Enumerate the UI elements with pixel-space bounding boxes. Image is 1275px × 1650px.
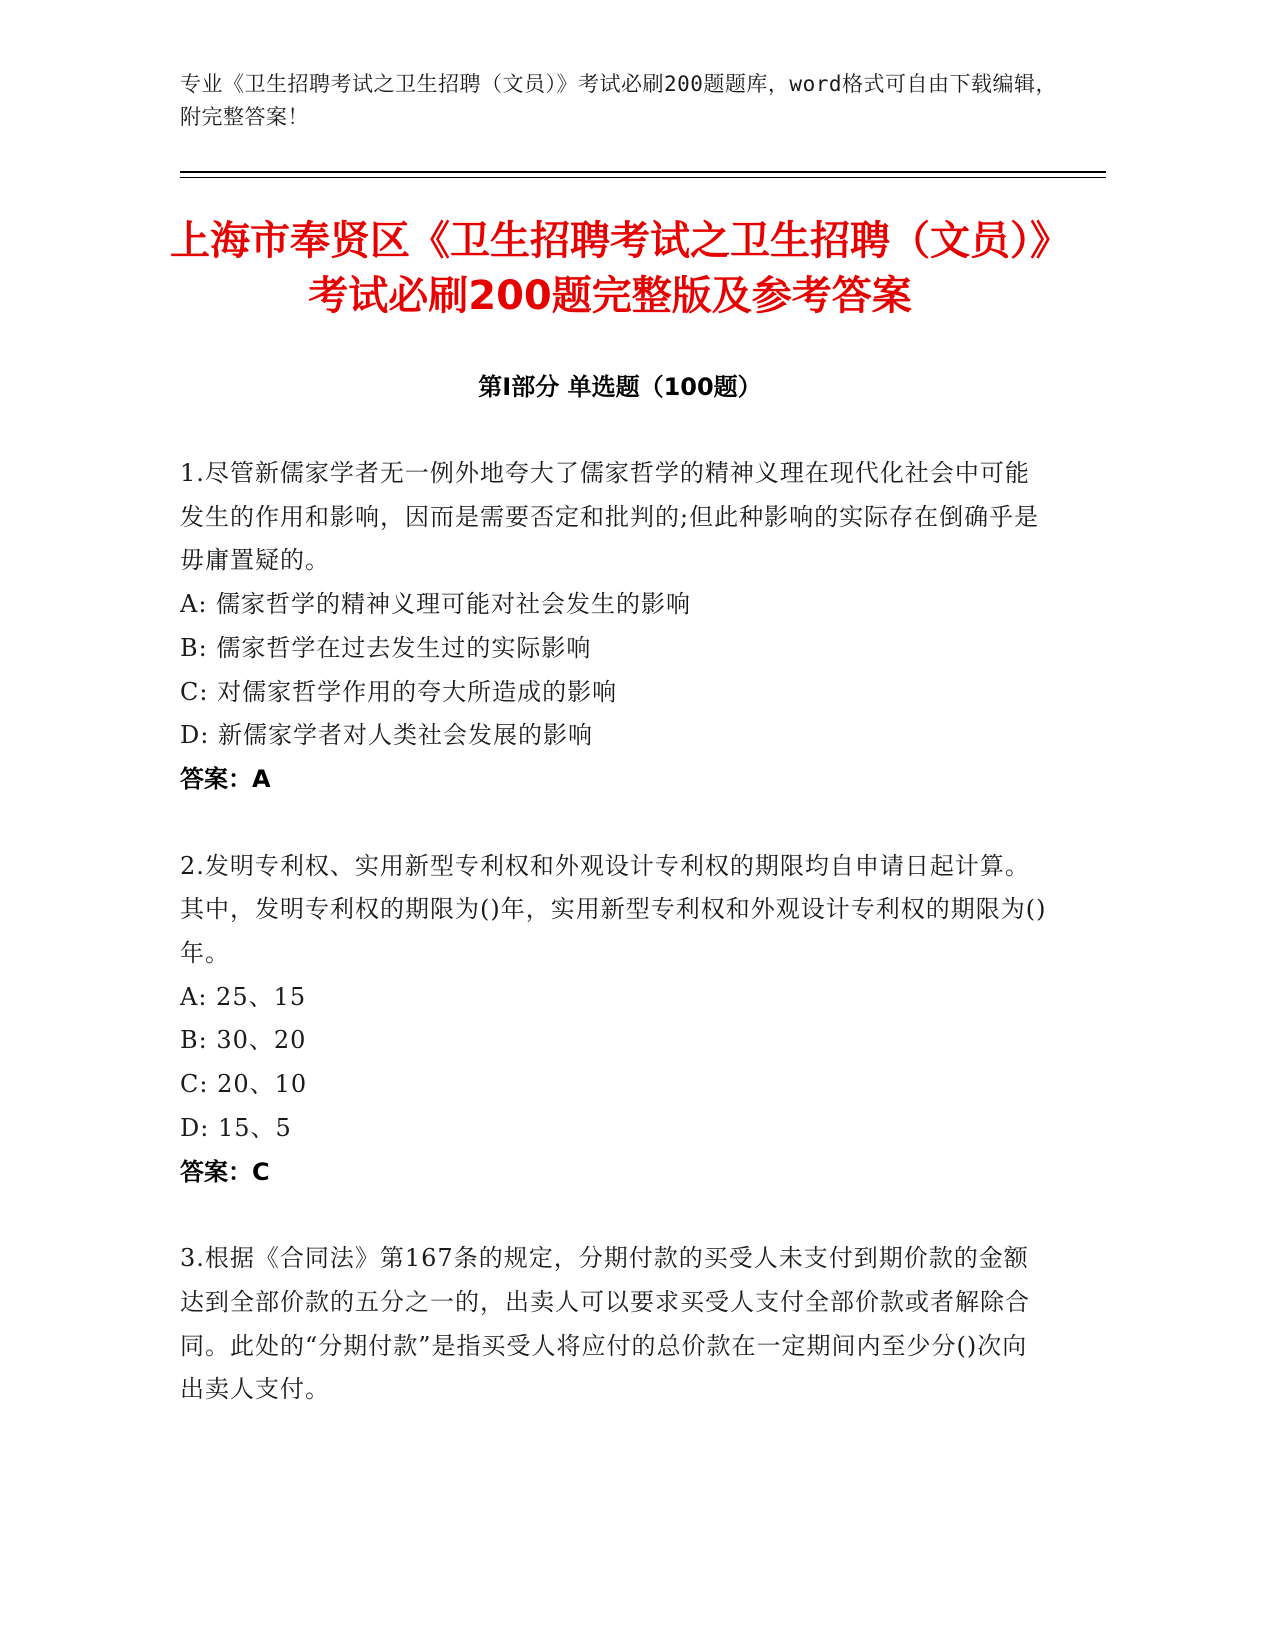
- option-list: [180, 583, 1050, 758]
- answer-line: 答案：A: [180, 764, 271, 793]
- option-list: [180, 976, 1050, 1151]
- answer-line: 答案：C: [180, 1157, 270, 1186]
- question-2: [180, 845, 1050, 1195]
- question-3: [180, 1237, 1050, 1412]
- question-list: [180, 452, 1050, 1455]
- option-d: D: 新儒家学者对人类社会发展的影响: [180, 721, 593, 750]
- option-b: B: 儒家哲学在过去发生过的实际影响: [180, 633, 592, 662]
- question-stem: 3.根据《合同法》第167条的规定，分期付款的买受人未支付到期价款的金额达到全部价款的五分之一的，出卖人可以要求买受人支付全部价款或者解除合同。此处的“分期付款”是指买受人将应付的总价款在一定期间内至少分()次向出卖人支付。: [180, 1244, 1030, 1404]
- option-a: A: 儒家哲学的精神义理可能对社会发生的影响: [180, 590, 692, 619]
- question-stem: 1.尽管新儒家学者无一例外地夸大了儒家哲学的精神义理在现代化社会中可能发生的作用和影响，因而是需要否定和批判的;但此种影响的实际存在倒确乎是毋庸置疑的。: [180, 459, 1040, 575]
- header-note: 专业《卫生招聘考试之卫生招聘（文员）》考试必刷200题题库，word格式可自由下载编辑，附完整答案！: [180, 72, 1057, 129]
- option-d: D: 15、5: [180, 1113, 292, 1142]
- header-divider-thick: [180, 171, 1106, 173]
- option-b: B: 30、20: [180, 1026, 307, 1055]
- option-a: A: 25、15: [180, 982, 307, 1011]
- option-c: C: 20、10: [180, 1070, 308, 1099]
- section-title: 第I部分 单选题（100题）: [478, 373, 762, 401]
- header-divider-thin: [180, 177, 1106, 178]
- option-c: C: 对儒家哲学作用的夸大所造成的影响: [180, 677, 618, 706]
- document-title: 上海市奉贤区《卫生招聘考试之卫生招聘（文员）》考试必刷200题完整版及参考答案: [170, 218, 1050, 319]
- question-1: [180, 452, 1050, 802]
- question-stem: 2.发明专利权、实用新型专利权和外观设计专利权的期限均自申请日起计算。其中，发明专利权的期限为()年，实用新型专利权和外观设计专利权的期限为()年。: [180, 851, 1047, 968]
